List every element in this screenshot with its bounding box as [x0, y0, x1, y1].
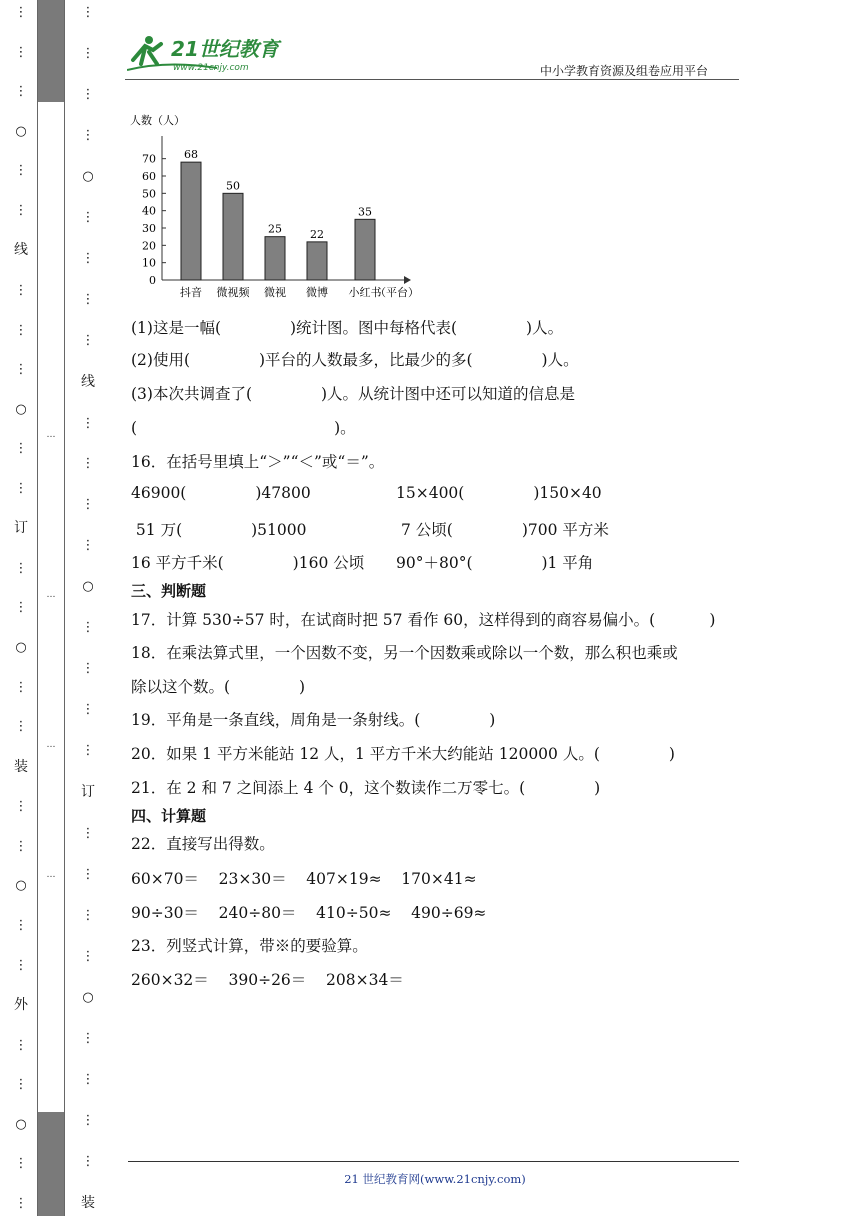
- binding-strip: … … … …: [37, 0, 65, 1216]
- left-binding-column: ⋮ ⋮ ⋮ ○ ⋮ ⋮ 线 ⋮ ⋮ ⋮ ○ ⋮ ⋮ 订 ⋮ ⋮ ○ ⋮ ⋮ 装 ⋮ ⋮ ○ ⋮ ⋮ 外 ⋮ ⋮ ○ ⋮ ⋮: [14, 5, 28, 1211]
- x-tick-label: 小红书: [348, 286, 382, 299]
- circle-mark: ○: [82, 989, 94, 1005]
- q22-row1: 60×70＝ 23×30＝ 407×19≈ 170×41≈: [131, 870, 477, 888]
- q20: 20．如果 1 平方米能站 12 人，1 平方千米大约能站 120000 人。( ): [131, 745, 675, 763]
- q22: 22．直接写出得数。: [131, 835, 275, 853]
- logo-url: www.21cnjy.com: [173, 63, 249, 73]
- platform-caption: 中小学教育资源及组卷应用平台: [540, 64, 709, 78]
- y-tick-label: 20: [142, 239, 156, 253]
- x-tick-label: 抖音: [180, 286, 202, 299]
- binding-margin: [0, 0, 105, 1216]
- footer-divider: [128, 1161, 739, 1162]
- bar: [355, 219, 375, 280]
- q17: 17．计算 530÷57 时，在试商时把 57 看作 60，这样得到的商容易偏小。( ): [131, 611, 716, 629]
- q23-row1: 260×32＝ 390÷26＝ 208×34＝: [131, 971, 404, 989]
- q16-title: 16．在括号里填上“＞”“＜”或“＝”。: [131, 453, 385, 471]
- q16-row1-a: 46900( )47800: [131, 484, 311, 502]
- q19: 19．平角是一条直线，周角是一条射线。( ): [131, 711, 496, 729]
- binding-label-ding: 订: [81, 784, 95, 801]
- y-tick-label: 0: [149, 274, 156, 287]
- q15-part3: (3)本次共调查了( )人。从统计图中还可以知道的信息是: [131, 385, 576, 403]
- q15-part1: (1)这是一幅( )统计图。图中每格代表( )人。: [131, 319, 564, 337]
- bar-value-label: 35: [358, 205, 372, 219]
- header-divider: [125, 79, 739, 80]
- y-axis-label: 人数（人）: [130, 114, 185, 127]
- bar-value-label: 22: [310, 227, 324, 241]
- binding-label-xian: 线: [81, 373, 95, 390]
- y-tick-label: 40: [142, 204, 156, 218]
- site-logo: [127, 30, 297, 78]
- bar: [265, 237, 285, 280]
- circle-mark: ○: [15, 123, 27, 139]
- circle-mark: ○: [15, 878, 27, 894]
- q21: 21．在 2 和 7 之间添上 4 个 0，这个数读作二万零七。( ): [131, 779, 601, 797]
- y-tick-label: 70: [142, 152, 156, 166]
- q15-part3-answer: ( )。: [131, 419, 356, 437]
- logo-text: 21世纪教育: [171, 37, 279, 61]
- y-tick-label: 50: [142, 187, 156, 201]
- bar-value-label: 68: [184, 148, 198, 162]
- binding-label-xian: 线: [14, 242, 28, 259]
- q23: 23．列竖式计算，带※的要验算。: [131, 937, 368, 955]
- binding-label-ding: 订: [14, 520, 28, 537]
- x-axis-arrow: [404, 276, 411, 284]
- bar: [307, 242, 327, 280]
- bar-value-label: 25: [268, 222, 282, 236]
- q16-row2-b: 7 公顷( )700 平方米: [401, 521, 609, 539]
- binding-label-zhuang: 装: [14, 758, 28, 775]
- section-calculation: 四、计算题: [131, 807, 207, 825]
- x-axis-label: （平台）: [375, 286, 419, 299]
- section-judgement: 三、判断题: [131, 582, 207, 600]
- circle-mark: ○: [82, 579, 94, 595]
- y-tick-label: 10: [142, 256, 156, 270]
- q16-row1-b: 15×400( )150×40: [396, 484, 602, 502]
- q16-row3-b: 90°＋80°( )1 平角: [396, 554, 594, 572]
- bar-value-label: 50: [226, 179, 240, 193]
- y-tick-label: 60: [142, 170, 156, 183]
- bar: [181, 162, 201, 280]
- x-tick-label: 微视: [264, 286, 286, 299]
- circle-mark: ○: [15, 1116, 27, 1132]
- right-binding-column: ⋮ ⋮ ⋮ ⋮ ○ ⋮ ⋮ ⋮ ⋮ 线 ⋮ ⋮ ⋮ ⋮ ○ ⋮ ⋮ ⋮ ⋮ 订 ⋮ ⋮ ⋮ ⋮ ○ ⋮ ⋮ ⋮ ⋮ 装: [81, 5, 95, 1211]
- q16-row2-a: 51 万( )51000: [131, 521, 307, 539]
- q15-part2: (2)使用( )平台的人数最多，比最少的多( )人。: [131, 351, 579, 369]
- circle-mark: ○: [15, 640, 27, 655]
- circle-mark: ○: [15, 401, 27, 417]
- q16-row3-a: 16 平方千米( )160 公顷: [131, 554, 365, 572]
- bar: [223, 193, 243, 280]
- circle-mark: ○: [82, 168, 94, 184]
- q18-line1: 18．在乘法算式里，一个因数不变，另一个因数乘或除以一个数，那么积也乘或: [131, 644, 678, 662]
- x-tick-label: 微博: [306, 286, 328, 299]
- footer-text: 21 世纪教育网(www.21cnjy.com): [344, 1172, 526, 1186]
- bar-chart: [128, 108, 448, 300]
- binding-label-zhuang: 装: [81, 1194, 95, 1211]
- q22-row2: 90÷30＝ 240÷80＝ 410÷50≈ 490÷69≈: [131, 904, 487, 922]
- y-tick-label: 30: [142, 222, 156, 235]
- q18-line2: 除以这个数。( ): [131, 678, 306, 696]
- x-tick-label: 微视频: [216, 286, 250, 299]
- binding-label-wai: 外: [14, 997, 28, 1014]
